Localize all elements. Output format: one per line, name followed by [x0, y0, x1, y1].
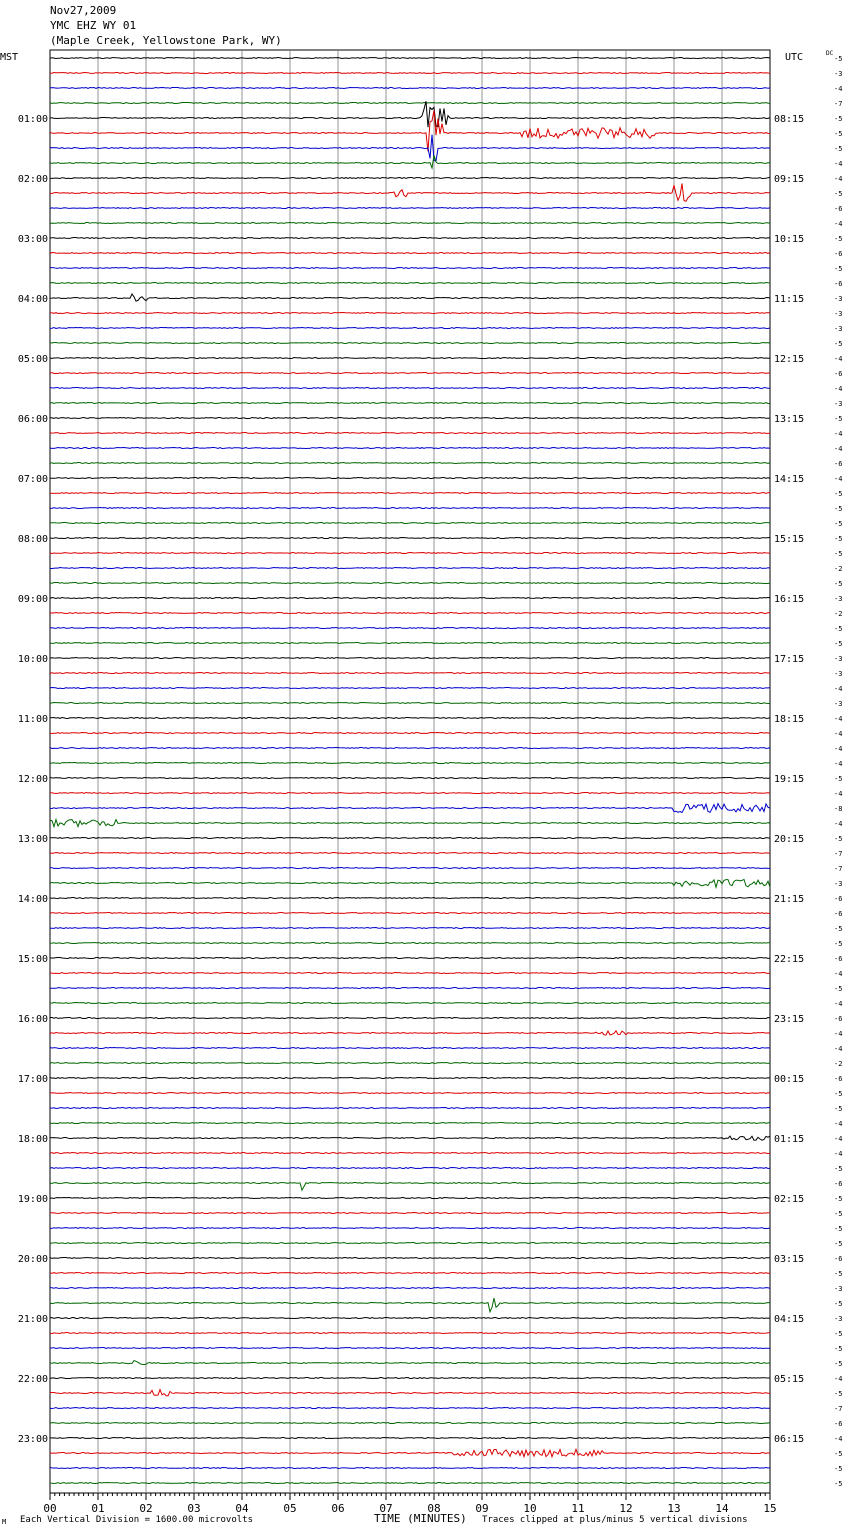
dc-offset-label: -4 [834, 175, 843, 183]
dc-offset-label: -2 [834, 1060, 843, 1068]
dc-offset-label: -7 [834, 850, 843, 858]
left-hour-label: 10:00 [17, 654, 48, 665]
dc-offset-label: -5 [834, 1090, 843, 1098]
seismogram-trace [50, 1153, 770, 1154]
dc-offset-label: -8 [834, 805, 843, 813]
seismogram-trace [50, 778, 770, 779]
seismogram-trace [50, 58, 770, 59]
dc-offset-label: -2 [834, 610, 843, 618]
seismogram-trace [50, 358, 770, 359]
x-tick-label: 11 [571, 1502, 585, 1515]
seismogram-trace [50, 913, 770, 914]
dc-offset-label: -5 [834, 1195, 843, 1203]
dc-offset-label: -4 [834, 85, 843, 93]
scale-note: Each Vertical Division = 1600.00 microvolts [20, 1515, 253, 1525]
right-hour-label: 15:15 [774, 534, 805, 545]
dc-offset-label: -4 [834, 355, 843, 363]
seismogram-trace [50, 853, 770, 854]
seismogram-trace [50, 879, 770, 887]
dc-offset-label: -4 [834, 475, 843, 483]
left-hour-label: 21:00 [17, 1314, 48, 1325]
seismogram-trace [50, 568, 770, 569]
seismogram-trace [50, 463, 770, 464]
seismogram-trace [50, 1390, 770, 1396]
seismogram-trace [50, 1438, 770, 1439]
seismogram-trace [50, 208, 770, 209]
dc-offset-label: -4 [834, 1000, 843, 1008]
dc-offset-label: -5 [834, 1210, 843, 1218]
dc-offset-label: -5 [834, 1300, 843, 1308]
seismogram-trace [50, 718, 770, 719]
seismogram-trace [50, 1213, 770, 1214]
x-tick-label: 09 [475, 1502, 489, 1515]
seismogram-trace [50, 478, 770, 479]
left-hour-label: 15:00 [17, 954, 48, 965]
right-hour-label: 05:15 [774, 1374, 805, 1385]
dc-offset-label: -4 [834, 220, 843, 228]
seismogram-trace [50, 943, 770, 944]
dc-offset-label: -5 [834, 190, 843, 198]
seismogram-trace [50, 1273, 770, 1274]
seismogram-trace [50, 1063, 770, 1064]
seismogram-trace [50, 110, 770, 151]
left-hour-label: 06:00 [17, 414, 48, 425]
seismogram-trace [50, 183, 770, 201]
dc-offset-label: -3 [834, 670, 843, 678]
seismogram-trace [50, 820, 770, 827]
dc-offset-label: -5 [834, 625, 843, 633]
dc-offset-label: -7 [834, 1405, 843, 1413]
seismogram-trace [50, 838, 770, 839]
seismogram-trace [50, 313, 770, 314]
left-hour-label: 01:00 [17, 114, 48, 125]
right-hour-label: 04:15 [774, 1314, 805, 1325]
seismogram-trace [50, 1423, 770, 1424]
seismogram-trace [50, 1348, 770, 1349]
dc-offset-label: -4 [834, 790, 843, 798]
dc-offset-label: -6 [834, 1420, 843, 1428]
x-tick-label: 04 [235, 1502, 249, 1515]
dc-offset-label: -5 [834, 640, 843, 648]
left-hour-label: 03:00 [17, 234, 48, 245]
x-tick-label: 15 [763, 1502, 777, 1515]
seismogram-trace [50, 283, 770, 284]
seismogram-trace [50, 1018, 770, 1019]
seismogram-trace [50, 1183, 770, 1191]
dc-offset-label: -3 [834, 70, 843, 78]
seismogram-trace [50, 1361, 770, 1365]
x-tick-label: 02 [139, 1502, 153, 1515]
seismogram-trace [50, 988, 770, 989]
dc-offset-label: -5 [834, 1360, 843, 1368]
dc-offset-label: -5 [834, 580, 843, 588]
left-hour-label: 08:00 [17, 534, 48, 545]
left-hour-label: 12:00 [17, 774, 48, 785]
seismogram-trace [50, 538, 770, 539]
seismogram-trace [50, 1198, 770, 1199]
dc-offset-label: -5 [834, 490, 843, 498]
seismogram-trace [50, 238, 770, 239]
right-hour-label: 08:15 [774, 114, 805, 125]
dc-offset-label: -5 [834, 1345, 843, 1353]
seismogram-trace [50, 868, 770, 869]
seismogram-trace [50, 253, 770, 254]
seismogram-trace [50, 1449, 770, 1456]
seismogram-trace [50, 73, 770, 74]
dc-offset-label: -4 [834, 1120, 843, 1128]
x-tick-label: 07 [379, 1502, 393, 1515]
right-hour-label: 03:15 [774, 1254, 805, 1265]
left-hour-label: 16:00 [17, 1014, 48, 1025]
seismogram-trace [50, 155, 770, 168]
seismogram-trace [50, 1378, 770, 1379]
dc-offset-label: -4 [834, 430, 843, 438]
dc-offset-label: -5 [834, 535, 843, 543]
seismogram-trace [50, 553, 770, 554]
seismogram-trace [50, 493, 770, 494]
dc-offset-label: -4 [834, 730, 843, 738]
dc-offset-label: -5 [834, 925, 843, 933]
dc-offset-label: -3 [834, 400, 843, 408]
seismogram-trace [50, 88, 770, 89]
seismogram-trace [50, 403, 770, 404]
seismogram-trace [50, 1468, 770, 1469]
x-tick-label: 12 [619, 1502, 633, 1515]
dc-offset-label: -5 [834, 415, 843, 423]
seismogram-trace [50, 1333, 770, 1334]
dc-offset-label: -3 [834, 1315, 843, 1323]
left-hour-label: 22:00 [17, 1374, 48, 1385]
dc-offset-label: -4 [834, 715, 843, 723]
seismogram-trace [50, 1136, 770, 1140]
dc-offset-label: -3 [834, 1285, 843, 1293]
right-hour-label: 22:15 [774, 954, 805, 965]
x-tick-label: 13 [667, 1502, 681, 1515]
dc-offset-label: -7 [834, 100, 843, 108]
dc-offset-label: -6 [834, 370, 843, 378]
dc-offset-label: -3 [834, 295, 843, 303]
dc-offset-label: -6 [834, 955, 843, 963]
dc-offset-label: -5 [834, 520, 843, 528]
seismogram-trace [50, 294, 770, 301]
seismogram-trace [50, 268, 770, 269]
dc-offset-label: -5 [834, 1450, 843, 1458]
seismogram-trace [50, 1003, 770, 1004]
right-hour-label: 13:15 [774, 414, 805, 425]
seismogram-trace [50, 688, 770, 689]
seismogram-trace [50, 598, 770, 599]
right-hour-label: 11:15 [774, 294, 805, 305]
seismogram-trace [50, 793, 770, 794]
dc-offset-label: -3 [834, 595, 843, 603]
seismogram-trace [50, 223, 770, 224]
x-tick-label: 01 [91, 1502, 105, 1515]
seismogram-trace [50, 613, 770, 614]
seismogram-trace [50, 1108, 770, 1109]
right-hour-label: 10:15 [774, 234, 805, 245]
left-hour-label: 14:00 [17, 894, 48, 905]
dc-offset-label: -5 [834, 340, 843, 348]
seismogram-trace [50, 388, 770, 389]
dc-offset-label: -3 [834, 700, 843, 708]
dc-offset-label: -6 [834, 205, 843, 213]
left-hour-label: 13:00 [17, 834, 48, 845]
left-hour-label: 02:00 [17, 174, 48, 185]
dc-offset-label: -5 [834, 1105, 843, 1113]
left-hour-label: 23:00 [17, 1434, 48, 1445]
seismogram-trace [50, 1258, 770, 1259]
station-location: (Maple Creek, Yellowstone Park, WY) [50, 34, 282, 47]
clip-note: Traces clipped at plus/minus 5 vertical divisions [482, 1515, 748, 1525]
left-hour-label: 04:00 [17, 294, 48, 305]
seismogram-trace [50, 1288, 770, 1289]
dc-offset-label: -4 [834, 1135, 843, 1143]
seismogram-trace [50, 973, 770, 974]
dc-offset-label: -5 [834, 1165, 843, 1173]
seismogram-trace [50, 448, 770, 449]
dc-offset-label: -5 [834, 265, 843, 273]
station-code: YMC EHZ WY 01 [50, 19, 137, 32]
seismogram-trace [50, 328, 770, 329]
dc-offset-label: -4 [834, 685, 843, 693]
seismogram-trace [50, 1483, 770, 1484]
right-hour-label: 12:15 [774, 354, 805, 365]
seismogram-trace [50, 658, 770, 659]
seismogram-trace [50, 523, 770, 524]
seismogram-trace [50, 101, 770, 127]
dc-offset-label: -3 [834, 325, 843, 333]
right-hour-label: 16:15 [774, 594, 805, 605]
x-tick-label: 14 [715, 1502, 729, 1515]
right-hour-label: 18:15 [774, 714, 805, 725]
seismogram-trace [50, 103, 770, 104]
right-hour-label: 01:15 [774, 1134, 805, 1145]
seismogram-trace [50, 928, 770, 929]
x-tick-label: 00 [43, 1502, 57, 1515]
dc-offset-label: -5 [834, 1270, 843, 1278]
dc-offset-label: -4 [834, 970, 843, 978]
dc-offset-label: -5 [834, 1390, 843, 1398]
dc-offset-label: -4 [834, 385, 843, 393]
right-hour-label: 23:15 [774, 1014, 805, 1025]
dc-offset-label: -3 [834, 310, 843, 318]
dc-offset-label: -5 [834, 1480, 843, 1488]
dc-offset-label: -5 [834, 130, 843, 138]
x-tick-label: 03 [187, 1502, 201, 1515]
seismogram-trace [50, 508, 770, 509]
seismogram-trace [50, 343, 770, 344]
seismogram-trace [50, 643, 770, 644]
left-hour-label: 17:00 [17, 1074, 48, 1085]
dc-offset-label: -4 [834, 1435, 843, 1443]
dc-offset-label: -5 [834, 1330, 843, 1338]
seismogram-trace [50, 628, 770, 629]
right-hour-label: 21:15 [774, 894, 805, 905]
seismogram-trace [50, 1048, 770, 1049]
right-timezone-label: UTC [785, 52, 804, 63]
dc-offset-label: -6 [834, 280, 843, 288]
seismogram-trace [50, 673, 770, 674]
dc-offset-label: -4 [834, 760, 843, 768]
dc-offset-label: -5 [834, 505, 843, 513]
seismogram-trace [50, 733, 770, 734]
x-tick-label: 08 [427, 1502, 441, 1515]
right-hour-label: 19:15 [774, 774, 805, 785]
dc-offset-label: -5 [834, 115, 843, 123]
x-tick-label: 06 [331, 1502, 345, 1515]
seismogram-trace [50, 1093, 770, 1094]
seismogram-trace [50, 583, 770, 584]
left-hour-label: 20:00 [17, 1254, 48, 1265]
right-hour-label: 20:15 [774, 834, 805, 845]
seismogram-trace [50, 178, 770, 179]
dc-offset-label: -5 [834, 835, 843, 843]
dc-offset-label: -4 [834, 160, 843, 168]
left-hour-label: 07:00 [17, 474, 48, 485]
seismogram-trace [50, 1031, 770, 1035]
dc-offset-label: -4 [834, 445, 843, 453]
right-hour-label: 06:15 [774, 1434, 805, 1445]
x-tick-label: 05 [283, 1502, 297, 1515]
left-hour-label: 18:00 [17, 1134, 48, 1145]
dc-offset-label: -5 [834, 985, 843, 993]
seismogram-trace [50, 804, 770, 813]
seismogram-trace [50, 1408, 770, 1409]
dc-offset-label: -5 [834, 940, 843, 948]
seismogram-trace [50, 763, 770, 764]
right-hour-label: 09:15 [774, 174, 805, 185]
dc-offset-label: -5 [834, 550, 843, 558]
dc-offset-label: -5 [834, 1240, 843, 1248]
scale-mark: M [2, 1518, 7, 1526]
dc-offset-label: -5 [834, 235, 843, 243]
left-timezone-label: MST [0, 52, 19, 63]
dc-offset-label: -4 [834, 1375, 843, 1383]
dc-offset-label: -4 [834, 820, 843, 828]
dc-offset-label: -6 [834, 1180, 843, 1188]
dc-offset-label: -6 [834, 1075, 843, 1083]
seismogram-trace [50, 1243, 770, 1244]
seismogram-trace [50, 958, 770, 959]
x-tick-label: 10 [523, 1502, 537, 1515]
seismogram-trace [50, 1123, 770, 1124]
plot-frame [50, 50, 770, 1493]
dc-offset-label: -4 [834, 745, 843, 753]
dc-offset-label: -7 [834, 865, 843, 873]
right-hour-label: 00:15 [774, 1074, 805, 1085]
seismogram-trace [50, 1168, 770, 1169]
dc-offset-label: -6 [834, 895, 843, 903]
dc-offset-label: -4 [834, 1150, 843, 1158]
plot-date: Nov27,2009 [50, 4, 117, 17]
left-hour-label: 11:00 [17, 714, 48, 725]
seismogram-trace [50, 373, 770, 374]
dc-offset-label: -2 [834, 565, 843, 573]
left-hour-label: 05:00 [17, 354, 48, 365]
seismogram-trace [50, 135, 770, 161]
dc-offset-label: -4 [834, 1030, 843, 1038]
seismogram-trace [50, 1298, 770, 1312]
dc-offset-label: -3 [834, 880, 843, 888]
dc-offset-label: -3 [834, 655, 843, 663]
seismogram-trace [50, 898, 770, 899]
left-hour-label: 19:00 [17, 1194, 48, 1205]
dc-offset-label: -6 [834, 1015, 843, 1023]
dc-offset-label: -6 [834, 1255, 843, 1263]
dc-offset-label: -5 [834, 775, 843, 783]
seismogram-trace [50, 418, 770, 419]
seismogram-trace [50, 748, 770, 749]
dc-label: DC [826, 50, 834, 57]
x-axis-title: TIME (MINUTES) [374, 1512, 467, 1525]
right-hour-label: 14:15 [774, 474, 805, 485]
dc-offset-label: -4 [834, 1045, 843, 1053]
dc-offset-label: -5 [834, 145, 843, 153]
dc-offset-label: -5 [834, 55, 843, 63]
left-hour-label: 09:00 [17, 594, 48, 605]
seismogram-trace [50, 433, 770, 434]
seismogram-trace [50, 1318, 770, 1319]
right-hour-label: 02:15 [774, 1194, 805, 1205]
dc-offset-label: -5 [834, 1225, 843, 1233]
dc-offset-label: -5 [834, 1465, 843, 1473]
dc-offset-label: -6 [834, 250, 843, 258]
dc-offset-label: -6 [834, 910, 843, 918]
seismogram-trace [50, 703, 770, 704]
right-hour-label: 17:15 [774, 654, 805, 665]
seismogram-trace [50, 1228, 770, 1229]
dc-offset-label: -6 [834, 460, 843, 468]
seismogram-trace [50, 1078, 770, 1079]
